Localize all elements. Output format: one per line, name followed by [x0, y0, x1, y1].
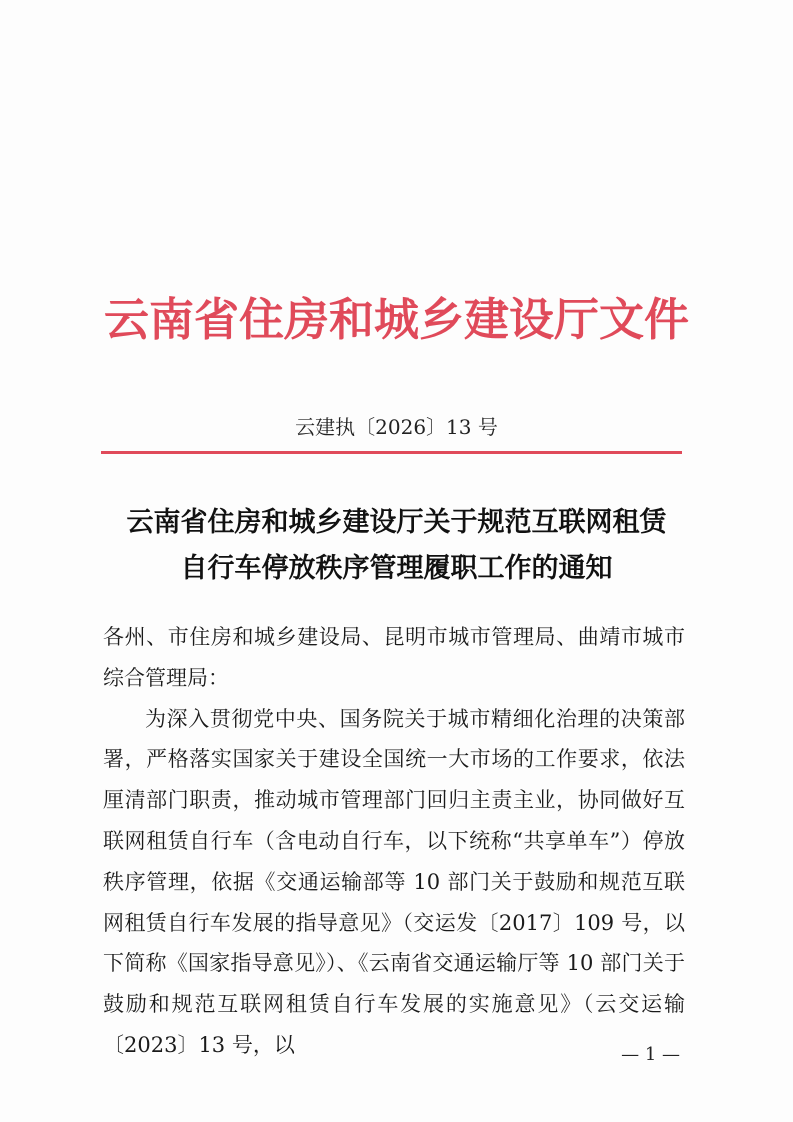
document-title — [60, 500, 733, 592]
addressee: 各州、市住房和城乡建设局、昆明市城市管理局、曲靖市城市综合管理局： — [103, 625, 685, 690]
body-paragraph: 为深入贯彻党中央、国务院关于城市精细化治理的决策部署，严格落实国家关于建设全国统一大市场的工作要求，依法厘清部门职责，推动城市管理部门回归主责主业，协同做好互联网租赁自行车（含电动自行车，以下统称“共享单车”）停放秩序管理，依据《交通运输部等 10 部门关于鼓励和规范互联网租赁自行车发展的指导意见》（交运发〔2017〕109 号，以下简称《国家指导意见》）、《云南省交通运输厅等 10 部门关于鼓励和规范互联网租赁自行车发展的实施意见》（云交运输〔2023〕13 号，以 — [103, 706, 685, 1057]
document-number: 云建执〔2026〕13 号 — [295, 415, 498, 439]
document-body — [103, 617, 685, 1066]
page-number: — 1 — — [621, 1044, 680, 1065]
red-separator-line — [101, 451, 682, 454]
issuer-heading: 云南省住房和城乡建设厅文件 — [103, 293, 689, 346]
title-line-2: 自行车停放秩序管理履职工作的通知 — [180, 553, 613, 584]
title-line-1: 云南省住房和城乡建设厅关于规范互联网租赁 — [126, 507, 667, 538]
